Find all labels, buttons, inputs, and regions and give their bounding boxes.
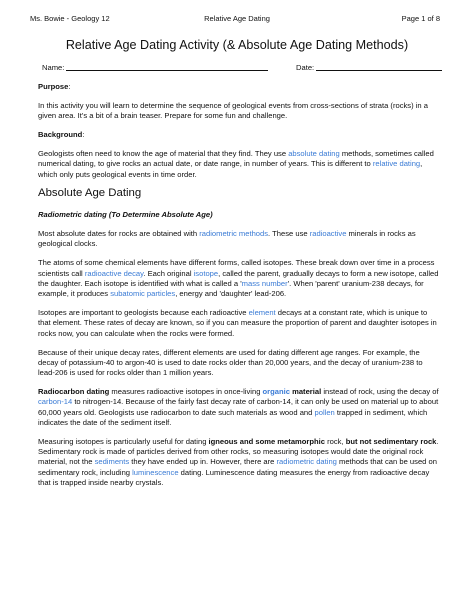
purpose-label: Purpose (38, 82, 69, 91)
text-run: to nitrogen-14. Because of the fairly fast decay rate of carbon-14, it can only be used on material up to about 60,000 years old. Geologists use radiocarbon to date such materials as wood and (38, 397, 439, 417)
text-run: decays at a constant rate, which is unique to that element. These rates of decay are known, so if you can measure the proportion of parent and daughter isotopes in rocks now, you can calculate when the rocks were formed. (38, 308, 437, 338)
term-igneous-metamorphic: igneous and some metamorphic (208, 436, 325, 446)
name-label: Name: (42, 63, 65, 72)
text-run: , called the parent, gradually decays to form a new isotope, called the daughter. Each isotope is identified with what is called a ' (38, 268, 439, 288)
background-text (38, 149, 440, 180)
paragraph-radiocarbon (38, 387, 440, 428)
background-label-colon: : (82, 130, 85, 140)
name-blank-line[interactable] (66, 62, 268, 71)
text-run: Most absolute dates for rocks are obtained with (38, 229, 200, 239)
text-run: The atoms of some chemical elements have different forms, called isotopes. These break down over time in a process scientists call (38, 258, 435, 278)
paragraph-decay-rates (38, 308, 440, 339)
text-run: . Each original (143, 268, 194, 278)
text-run: , energy and 'daughter' lead-206. (175, 289, 287, 299)
purpose-text: In this activity you will learn to determine the sequence of geological events from cross-sections of strata (rocks) in a given area. It's a bit of a brain teaser. Prepare for some fun and challenge. (38, 100, 428, 121)
date-label: Date: (296, 63, 315, 72)
document-body (38, 82, 440, 497)
link-luminescence[interactable]: luminescence (132, 467, 179, 477)
term-not-sedimentary: but not sedimentary rock (345, 436, 437, 446)
text-run: . These use (268, 229, 310, 239)
link-pollen[interactable]: pollen (314, 407, 335, 417)
link-isotope[interactable]: isotope (193, 268, 219, 278)
document-title: Relative Age Dating Activity (& Absolute Age Dating Methods) (65, 38, 409, 52)
background-label: Background (38, 130, 83, 140)
paragraph-radiometric-methods (38, 229, 440, 250)
paragraph-isotopes (38, 258, 440, 299)
purpose-heading (38, 82, 440, 92)
header-author: Ms. Bowie - Geology 12 (30, 14, 110, 23)
background-heading (38, 130, 440, 140)
paragraph-age-ranges: Because of their unique decay rates, different elements are used for dating different age ranges. For example, the decay of potassium-40 to argon-40 is used to date rocks older than 20,000 years, and the decay of uranium-238 to lead-206 is used for rocks older than 1 million years. (38, 347, 423, 378)
link-element[interactable]: element (248, 308, 276, 318)
paragraph-sedimentary (38, 437, 440, 488)
text-run: Measuring isotopes is particularly useful for dating (38, 436, 209, 446)
date-blank-line[interactable] (316, 62, 442, 71)
link-radiometric-methods[interactable]: radiometric methods (199, 229, 269, 239)
header-page-number: Page 1 of 8 (401, 14, 440, 23)
text-run: methods that can be used on sedimentary rock, including (38, 457, 437, 477)
link-relative-dating[interactable]: relative dating (372, 159, 421, 169)
purpose-label-colon: : (68, 82, 71, 91)
text-run: trapped in sediment, which indicates the date of the sediment itself. (38, 407, 428, 427)
text-run: . Sedimentary rock is made of particles derived from other rocks, so measuring isotopes would date the original rock material, not the (38, 436, 439, 467)
link-mass-number[interactable]: mass number (241, 278, 288, 288)
text-run: they have ended up in. However, there are (129, 457, 277, 467)
text-run: Geologists often need to know the age of material that they find. They use (38, 148, 289, 158)
link-radioactive-decay[interactable]: radioactive decay (84, 268, 144, 278)
subheading: Radiometric dating (To Determine Absolute Age) (38, 209, 213, 219)
text-run: instead of rock, using the decay of (321, 386, 439, 396)
text-run: Isotopes are important to geologists because each radioactive (38, 308, 249, 318)
text-run: minerals in rocks as geological clocks. (38, 229, 416, 249)
name-field[interactable] (42, 62, 268, 72)
text-run: measures radioactive isotopes in once-living (109, 386, 263, 396)
link-organic[interactable]: organic (262, 386, 290, 396)
link-radiometric-dating[interactable]: radiometric dating (276, 457, 337, 467)
text-run: methods, sometimes called numerical dating, to give rocks an actual date, or date range, in number of years. This is different to (38, 148, 434, 169)
text-run: rock, (325, 436, 346, 446)
link-sediments[interactable]: sediments (94, 457, 130, 467)
link-absolute-dating[interactable]: absolute dating (288, 148, 340, 158)
link-subatomic-particles[interactable]: subatomic particles (110, 289, 176, 299)
text-run: , which only puts geological events in time order. (38, 159, 423, 179)
header-topic: Relative Age Dating (204, 14, 270, 23)
date-field[interactable] (296, 62, 442, 72)
link-carbon-14[interactable]: carbon-14 (38, 397, 73, 407)
section-heading: Absolute Age Dating (38, 187, 142, 200)
term-radiocarbon-dating: Radiocarbon dating (38, 386, 110, 396)
text-run: '. When 'parent' uranium-238 decays, for example, it produces (38, 278, 424, 299)
term-material: material (289, 386, 322, 396)
text-run: dating. Luminescence dating measures the energy from radioactive decay that is trapped inside nearby crystals. (38, 467, 430, 487)
link-radioactive[interactable]: radioactive (309, 229, 347, 239)
